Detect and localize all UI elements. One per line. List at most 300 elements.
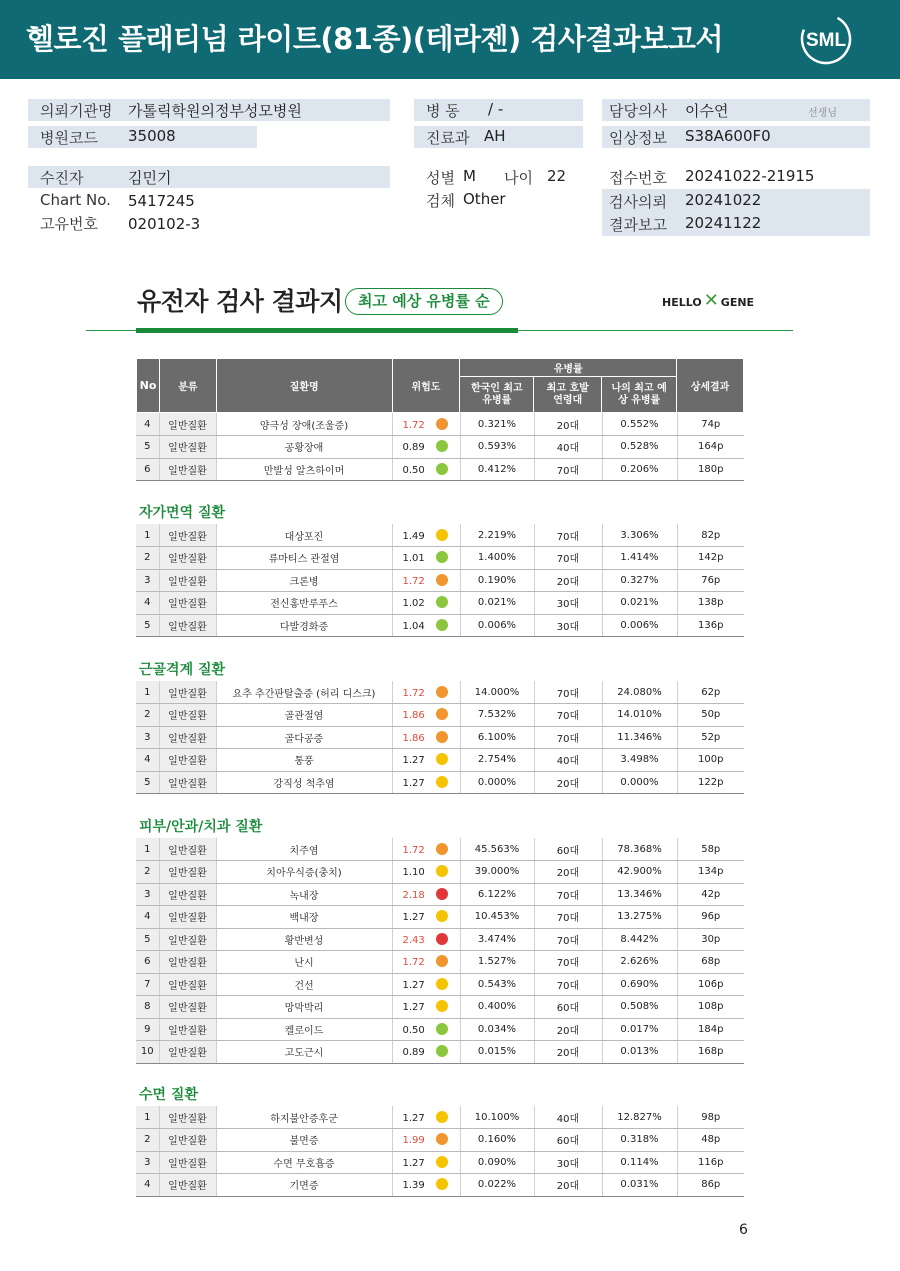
risk-level-dot-icon (436, 619, 448, 631)
row-korean-max: 0.006% (460, 614, 534, 637)
row-my-max: 0.017% (602, 1018, 677, 1041)
row-onset: 30대 (534, 614, 602, 637)
row-class: 일반질환 (159, 838, 216, 861)
row-detail-page: 134p (677, 861, 744, 884)
row-no: 5 (136, 928, 159, 951)
hellogene-logo-left: HELLO (662, 296, 702, 309)
row-risk (392, 1041, 460, 1064)
table-row (136, 413, 744, 436)
row-detail-page: 180p (677, 458, 744, 481)
risk-level-dot-icon (436, 753, 448, 765)
section-title: 자가면역 질환 (139, 505, 226, 521)
row-detail-page: 76p (677, 569, 744, 592)
row-risk (392, 928, 460, 951)
row-risk (392, 883, 460, 906)
request-label: 검사의뢰 (609, 193, 667, 211)
ward-value: / - (488, 100, 504, 118)
row-korean-max: 0.160% (460, 1129, 534, 1152)
row-onset: 70대 (534, 928, 602, 951)
row-korean-max: 0.034% (460, 1018, 534, 1041)
row-disease: 백내장 (216, 906, 392, 929)
row-onset: 70대 (534, 973, 602, 996)
row-my-max: 0.528% (602, 436, 677, 459)
risk-value: 1.27 (402, 1112, 425, 1124)
doctor-suffix: 선생님 (808, 108, 837, 119)
results-table-section (136, 524, 744, 637)
table-row (136, 861, 744, 884)
row-no: 1 (136, 524, 159, 547)
row-no: 3 (136, 883, 159, 906)
reception-value: 20241022-21915 (685, 167, 815, 185)
row-no: 1 (136, 1106, 159, 1129)
risk-value: 1.01 (402, 553, 425, 565)
row-no: 5 (136, 771, 159, 794)
row-disease: 난시 (216, 951, 392, 974)
row-onset: 20대 (534, 1018, 602, 1041)
risk-value: 1.39 (402, 1180, 425, 1192)
row-onset: 70대 (534, 458, 602, 481)
table-row (136, 906, 744, 929)
row-detail-page: 74p (677, 413, 744, 436)
row-risk (392, 569, 460, 592)
row-class: 일반질환 (159, 592, 216, 615)
section-title: 수면 질환 (139, 1087, 198, 1103)
table-row (136, 1106, 744, 1129)
row-onset: 70대 (534, 883, 602, 906)
row-class: 일반질환 (159, 704, 216, 727)
row-risk (392, 1174, 460, 1197)
page-number: 6 (739, 1222, 748, 1238)
name-value: 김민기 (128, 169, 172, 187)
result-label: 결과보고 (609, 216, 667, 234)
row-risk (392, 681, 460, 704)
risk-level-dot-icon (436, 910, 448, 922)
row-onset: 20대 (534, 413, 602, 436)
row-risk (392, 726, 460, 749)
row-onset: 20대 (534, 569, 602, 592)
row-my-max: 0.000% (602, 771, 677, 794)
risk-value: 1.72 (402, 419, 425, 431)
row-disease: 양극성 장애(조울증) (216, 413, 392, 436)
row-my-max: 0.006% (602, 614, 677, 637)
risk-value: 1.49 (402, 530, 425, 542)
row-class: 일반질환 (159, 951, 216, 974)
row-class: 일반질환 (159, 1018, 216, 1041)
row-class: 일반질환 (159, 906, 216, 929)
row-my-max: 2.626% (602, 951, 677, 974)
row-risk (392, 1151, 460, 1174)
risk-level-dot-icon (436, 440, 448, 452)
row-risk (392, 592, 460, 615)
risk-level-dot-icon (436, 1133, 448, 1145)
row-detail-page: 52p (677, 726, 744, 749)
row-my-max: 0.013% (602, 1041, 677, 1064)
row-korean-max: 0.400% (460, 996, 534, 1019)
row-risk (392, 973, 460, 996)
table-row (136, 592, 744, 615)
row-onset: 70대 (534, 547, 602, 570)
row-detail-page: 50p (677, 704, 744, 727)
table-row (136, 436, 744, 459)
table-row (136, 1174, 744, 1197)
row-my-max: 24.080% (602, 681, 677, 704)
row-disease: 대상포진 (216, 524, 392, 547)
row-detail-page: 62p (677, 681, 744, 704)
table-row (136, 996, 744, 1019)
row-my-max: 12.827% (602, 1106, 677, 1129)
row-no: 7 (136, 973, 159, 996)
row-korean-max: 0.593% (460, 436, 534, 459)
row-detail-page: 82p (677, 524, 744, 547)
row-korean-max: 39.000% (460, 861, 534, 884)
row-detail-page: 86p (677, 1174, 744, 1197)
row-no: 1 (136, 838, 159, 861)
row-no: 2 (136, 861, 159, 884)
row-no: 2 (136, 704, 159, 727)
name-label: 수진자 (40, 169, 84, 187)
row-korean-max: 1.400% (460, 547, 534, 570)
row-onset: 70대 (534, 524, 602, 547)
row-onset: 40대 (534, 1106, 602, 1129)
row-no: 6 (136, 951, 159, 974)
row-no: 8 (136, 996, 159, 1019)
row-onset: 30대 (534, 592, 602, 615)
risk-level-dot-icon (436, 596, 448, 608)
row-class: 일반질환 (159, 928, 216, 951)
hospital-code-label: 병원코드 (40, 129, 98, 147)
row-detail-page: 168p (677, 1041, 744, 1064)
risk-level-dot-icon (436, 1000, 448, 1012)
row-disease: 기면증 (216, 1174, 392, 1197)
table-row (136, 681, 744, 704)
hellogene-logo (662, 290, 754, 311)
row-risk (392, 436, 460, 459)
row-no: 3 (136, 1151, 159, 1174)
row-korean-max: 0.090% (460, 1151, 534, 1174)
row-risk (392, 458, 460, 481)
row-detail-page: 58p (677, 838, 744, 861)
results-table-section (136, 838, 744, 1064)
row-risk (392, 1106, 460, 1129)
row-detail-page: 106p (677, 973, 744, 996)
risk-level-dot-icon (436, 933, 448, 945)
row-detail-page: 96p (677, 906, 744, 929)
row-detail-page: 142p (677, 547, 744, 570)
col-my-max: 나의 최고 예상 유병률 (602, 377, 677, 413)
risk-value: 1.86 (402, 732, 425, 744)
row-risk (392, 413, 460, 436)
row-my-max: 0.114% (602, 1151, 677, 1174)
col-detail: 상세결과 (677, 359, 744, 413)
row-disease: 강직성 척추염 (216, 771, 392, 794)
row-my-max: 0.031% (602, 1174, 677, 1197)
row-korean-max: 0.321% (460, 413, 534, 436)
row-class: 일반질환 (159, 973, 216, 996)
row-disease: 골관절염 (216, 704, 392, 727)
row-risk (392, 1129, 460, 1152)
table-row (136, 704, 744, 727)
risk-level-dot-icon (436, 1156, 448, 1168)
row-no: 5 (136, 436, 159, 459)
section-title: 피부/안과/치과 질환 (139, 819, 263, 835)
row-detail-page: 108p (677, 996, 744, 1019)
row-no: 10 (136, 1041, 159, 1064)
row-onset: 20대 (534, 1041, 602, 1064)
uid-value: 020102-3 (128, 215, 201, 233)
row-class: 일반질환 (159, 436, 216, 459)
risk-level-dot-icon (436, 686, 448, 698)
row-no: 3 (136, 726, 159, 749)
sml-logo (798, 12, 854, 66)
table-row (136, 838, 744, 861)
sex-label: 성별 (426, 169, 455, 187)
row-my-max: 0.021% (602, 592, 677, 615)
row-class: 일반질환 (159, 1041, 216, 1064)
row-detail-page: 98p (677, 1106, 744, 1129)
row-disease: 다발경화증 (216, 614, 392, 637)
row-onset: 20대 (534, 1174, 602, 1197)
risk-value: 1.72 (402, 844, 425, 856)
doctor-label: 담당의사 (609, 102, 667, 120)
row-my-max: 0.690% (602, 973, 677, 996)
row-detail-page: 48p (677, 1129, 744, 1152)
row-no: 4 (136, 592, 159, 615)
risk-value: 0.50 (402, 1024, 425, 1036)
clinical-value: S38A600F0 (685, 127, 771, 145)
uid-label: 고유번호 (40, 215, 98, 233)
institution-label: 의뢰기관명 (40, 102, 113, 120)
hospital-code-value: 35008 (128, 127, 176, 145)
col-no: No (137, 359, 160, 413)
row-korean-max: 6.100% (460, 726, 534, 749)
row-korean-max: 45.563% (460, 838, 534, 861)
row-disease: 불면증 (216, 1129, 392, 1152)
row-my-max: 8.442% (602, 928, 677, 951)
risk-value: 1.02 (402, 598, 425, 610)
row-no: 2 (136, 1129, 159, 1152)
row-korean-max: 0.000% (460, 771, 534, 794)
risk-value: 1.27 (402, 1002, 425, 1014)
row-risk (392, 838, 460, 861)
risk-value: 1.04 (402, 620, 425, 632)
row-detail-page: 42p (677, 883, 744, 906)
risk-value: 0.50 (402, 464, 425, 476)
row-class: 일반질환 (159, 1151, 216, 1174)
row-disease: 녹내장 (216, 883, 392, 906)
row-risk (392, 771, 460, 794)
risk-level-dot-icon (436, 1023, 448, 1035)
row-risk (392, 996, 460, 1019)
table-row (136, 569, 744, 592)
row-my-max: 3.498% (602, 749, 677, 772)
risk-value: 1.27 (402, 1157, 425, 1169)
row-no: 4 (136, 413, 159, 436)
risk-level-dot-icon (436, 843, 448, 855)
risk-level-dot-icon (436, 978, 448, 990)
row-no: 1 (136, 681, 159, 704)
row-class: 일반질환 (159, 726, 216, 749)
table-row (136, 973, 744, 996)
risk-level-dot-icon (436, 551, 448, 563)
clinical-label: 임상정보 (609, 129, 667, 147)
row-my-max: 0.327% (602, 569, 677, 592)
row-my-max: 1.414% (602, 547, 677, 570)
row-onset: 60대 (534, 996, 602, 1019)
row-my-max: 78.368% (602, 838, 677, 861)
row-korean-max: 0.412% (460, 458, 534, 481)
table-row (136, 524, 744, 547)
col-disease: 질환명 (216, 359, 392, 413)
row-risk (392, 749, 460, 772)
col-class: 분류 (159, 359, 216, 413)
dept-label: 진료과 (426, 129, 470, 147)
row-disease: 수면 무호흡증 (216, 1151, 392, 1174)
row-detail-page: 100p (677, 749, 744, 772)
col-onset: 최고 호발 연령대 (534, 377, 602, 413)
row-onset: 70대 (534, 951, 602, 974)
risk-value: 1.72 (402, 687, 425, 699)
risk-level-dot-icon (436, 731, 448, 743)
row-risk (392, 1018, 460, 1041)
row-onset: 60대 (534, 838, 602, 861)
row-disease: 황반변성 (216, 928, 392, 951)
row-korean-max: 2.219% (460, 524, 534, 547)
row-disease: 하지불안증후군 (216, 1106, 392, 1129)
dna-x-icon: ✕ (703, 290, 719, 311)
result-value: 20241122 (685, 214, 762, 232)
table-row (136, 951, 744, 974)
risk-level-dot-icon (436, 529, 448, 541)
row-disease: 전신홍반루푸스 (216, 592, 392, 615)
row-detail-page: 136p (677, 614, 744, 637)
chart-value: 5417245 (128, 192, 195, 210)
risk-level-dot-icon (436, 708, 448, 720)
row-my-max: 11.346% (602, 726, 677, 749)
hellogene-logo-right: GENE (720, 296, 755, 309)
row-korean-max: 2.754% (460, 749, 534, 772)
row-my-max: 13.275% (602, 906, 677, 929)
risk-value: 1.99 (402, 1135, 425, 1147)
row-no: 2 (136, 547, 159, 570)
row-disease: 망막박리 (216, 996, 392, 1019)
request-value: 20241022 (685, 191, 762, 209)
heading-rule-accent (136, 328, 518, 333)
row-risk (392, 524, 460, 547)
col-korean-max: 한국인 최고 유병률 (460, 377, 534, 413)
dept-value: AH (484, 127, 506, 145)
risk-value: 1.27 (402, 912, 425, 924)
table-row (136, 1041, 744, 1064)
row-korean-max: 3.474% (460, 928, 534, 951)
row-onset: 40대 (534, 436, 602, 459)
row-detail-page: 164p (677, 436, 744, 459)
row-risk (392, 614, 460, 637)
row-risk (392, 951, 460, 974)
row-class: 일반질환 (159, 1129, 216, 1152)
row-risk (392, 861, 460, 884)
row-onset: 40대 (534, 749, 602, 772)
row-class: 일반질환 (159, 413, 216, 436)
table-row (136, 458, 744, 481)
row-no: 9 (136, 1018, 159, 1041)
risk-level-dot-icon (436, 1178, 448, 1190)
row-disease: 요추 추간판탈출증 (허리 디스크) (216, 681, 392, 704)
row-korean-max: 0.543% (460, 973, 534, 996)
row-class: 일반질환 (159, 996, 216, 1019)
risk-level-dot-icon (436, 1045, 448, 1057)
section-title: 근골격계 질환 (139, 662, 226, 678)
row-onset: 30대 (534, 1151, 602, 1174)
row-class: 일반질환 (159, 614, 216, 637)
table-row (136, 1129, 744, 1152)
institution-value: 가톨릭학원의정부성모병원 (128, 102, 302, 120)
row-korean-max: 0.022% (460, 1174, 534, 1197)
row-korean-max: 0.015% (460, 1041, 534, 1064)
row-disease: 크론병 (216, 569, 392, 592)
table-row (136, 547, 744, 570)
row-no: 5 (136, 614, 159, 637)
doctor-value: 이수연 (685, 102, 729, 120)
results-table-section (136, 413, 744, 481)
results-table-section (136, 1106, 744, 1197)
chart-label: Chart No. (40, 191, 111, 209)
age-value: 22 (547, 167, 567, 185)
risk-level-dot-icon (436, 865, 448, 877)
row-onset: 70대 (534, 704, 602, 727)
report-title: 헬로진 플래티넘 라이트(81종)(테라젠) 검사결과보고서 (26, 22, 723, 56)
row-korean-max: 1.527% (460, 951, 534, 974)
risk-level-dot-icon (436, 463, 448, 475)
row-class: 일반질환 (159, 771, 216, 794)
row-korean-max: 0.021% (460, 592, 534, 615)
row-disease: 치아우식증(충치) (216, 861, 392, 884)
risk-level-dot-icon (436, 888, 448, 900)
risk-value: 1.27 (402, 979, 425, 991)
row-disease: 류마티스 관절염 (216, 547, 392, 570)
specimen-value: Other (463, 190, 506, 208)
sex-value: M (463, 167, 476, 185)
row-korean-max: 14.000% (460, 681, 534, 704)
row-no: 4 (136, 1174, 159, 1197)
risk-level-dot-icon (436, 776, 448, 788)
row-disease: 고도근시 (216, 1041, 392, 1064)
row-class: 일반질환 (159, 569, 216, 592)
row-onset: 70대 (534, 726, 602, 749)
sml-logo-text: SML (805, 30, 847, 51)
row-disease: 치주염 (216, 838, 392, 861)
row-onset: 70대 (534, 906, 602, 929)
row-disease: 만발성 알츠하이머 (216, 458, 392, 481)
row-class: 일반질환 (159, 749, 216, 772)
row-my-max: 0.206% (602, 458, 677, 481)
row-no: 3 (136, 569, 159, 592)
row-korean-max: 0.190% (460, 569, 534, 592)
row-my-max: 14.010% (602, 704, 677, 727)
row-disease: 공황장애 (216, 436, 392, 459)
row-class: 일반질환 (159, 681, 216, 704)
row-disease: 건선 (216, 973, 392, 996)
report-banner (0, 0, 900, 79)
row-my-max: 42.900% (602, 861, 677, 884)
risk-value: 1.27 (402, 755, 425, 767)
risk-value: 1.10 (402, 867, 425, 879)
row-no: 4 (136, 749, 159, 772)
results-table-section (136, 681, 744, 794)
row-class: 일반질환 (159, 524, 216, 547)
row-onset: 20대 (534, 771, 602, 794)
row-korean-max: 6.122% (460, 883, 534, 906)
reception-label: 접수번호 (609, 169, 667, 187)
